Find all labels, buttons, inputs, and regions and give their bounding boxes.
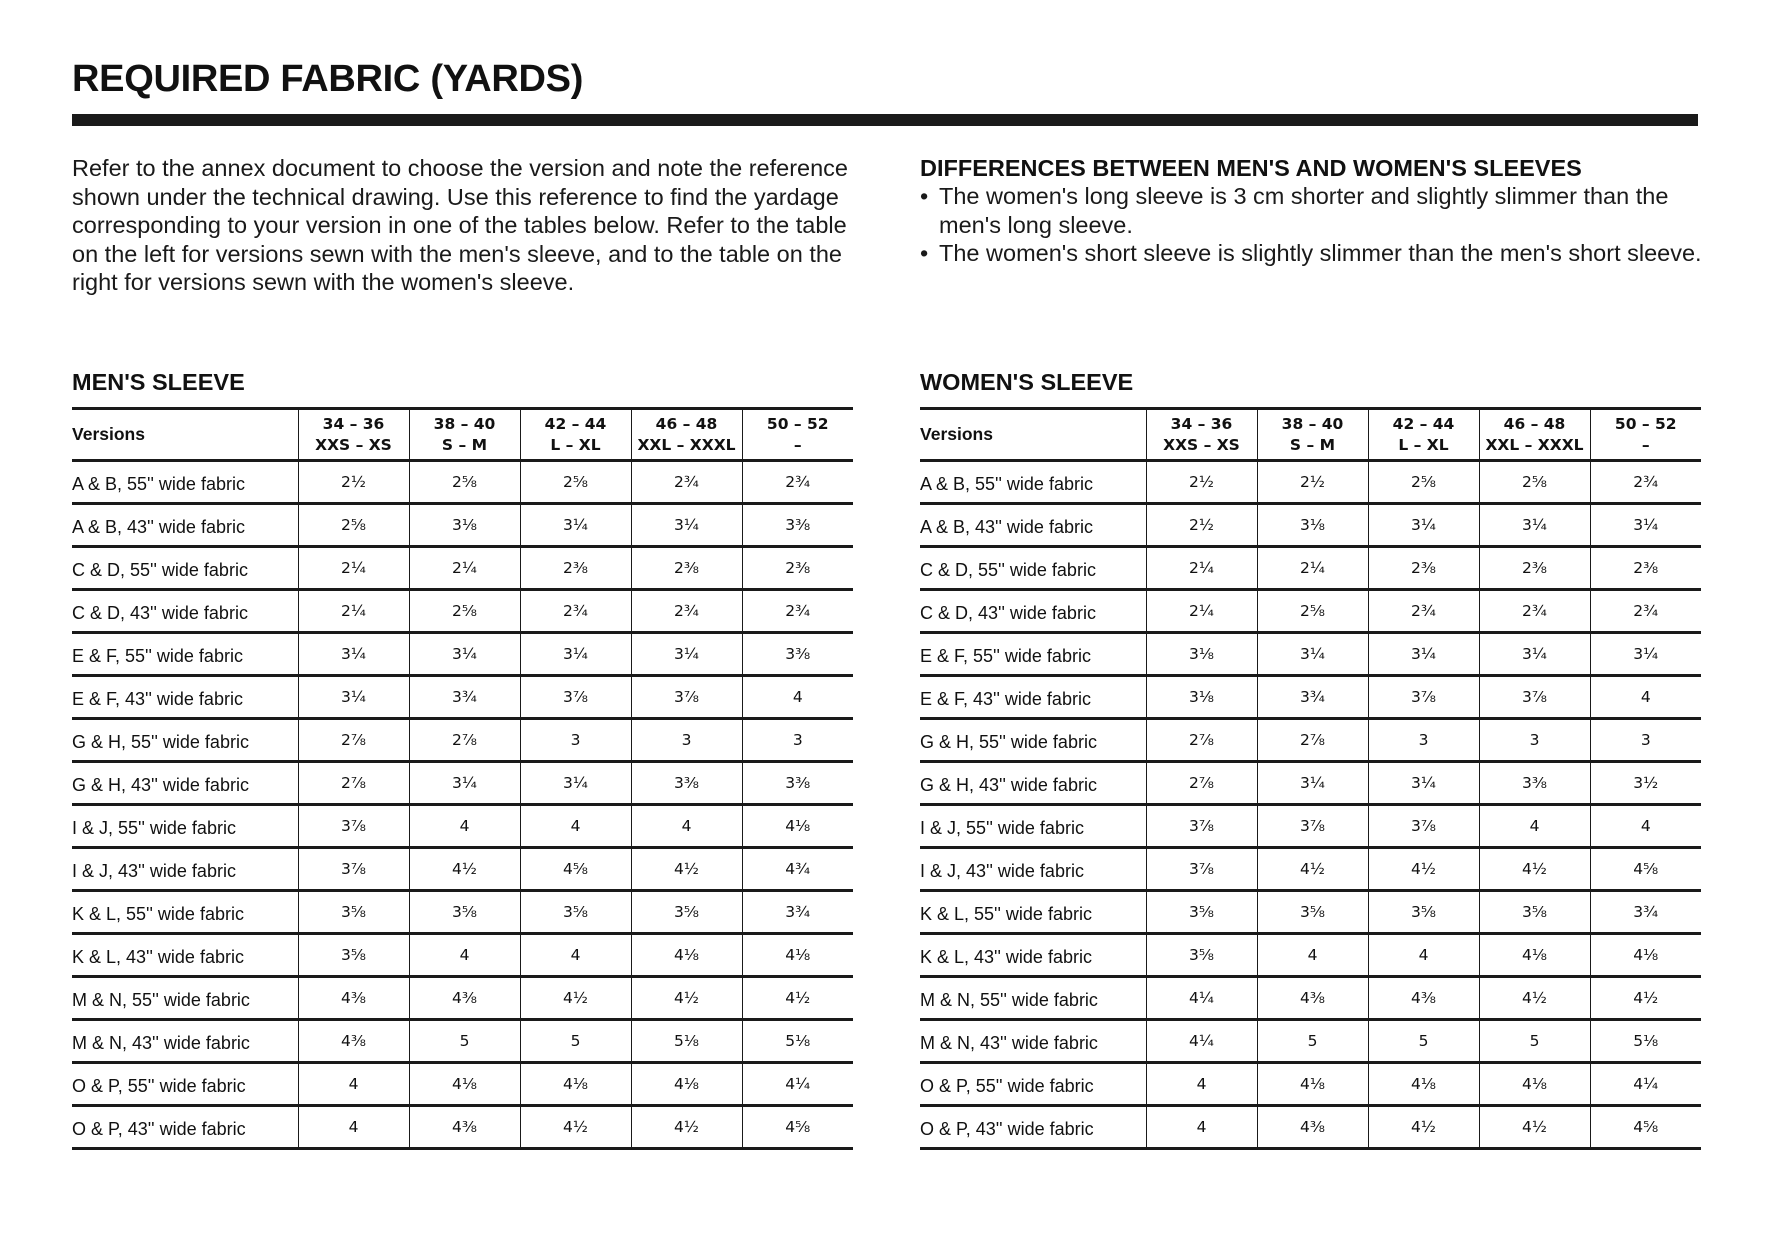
yardage-cell: 4½ [520, 1106, 631, 1149]
table-row [72, 633, 853, 676]
yardage-cell: 4⅝ [520, 848, 631, 891]
size-header [1479, 409, 1590, 461]
version-cell: O & P, 43'' wide fabric [72, 1106, 298, 1149]
yardage-cell: 3⅝ [1146, 891, 1257, 934]
yardage-cell: 4⅜ [298, 977, 409, 1020]
table-row [72, 676, 853, 719]
version-cell: C & D, 55'' wide fabric [920, 547, 1146, 590]
yardage-cell: 2¼ [298, 590, 409, 633]
size-header [742, 409, 853, 461]
table-row [72, 805, 853, 848]
yardage-cell: 3¾ [742, 891, 853, 934]
yardage-cell: 2⅞ [1146, 762, 1257, 805]
page-title: REQUIRED FABRIC (YARDS) [72, 58, 584, 100]
table-row [920, 719, 1701, 762]
yardage-cell: 2¾ [631, 590, 742, 633]
yardage-cell: 5⅛ [742, 1020, 853, 1063]
yardage-cell: 4 [1146, 1106, 1257, 1149]
table-row [72, 762, 853, 805]
yardage-cell: 3⅞ [1257, 805, 1368, 848]
yardage-cell: 3¼ [1368, 633, 1479, 676]
yardage-cell: 4½ [1479, 848, 1590, 891]
mens-sleeve-table [72, 407, 853, 1150]
yardage-cell: 5⅛ [631, 1020, 742, 1063]
version-cell: C & D, 55'' wide fabric [72, 547, 298, 590]
yardage-cell: 3⅝ [1368, 891, 1479, 934]
version-cell: G & H, 55'' wide fabric [72, 719, 298, 762]
yardage-cell: 3 [1479, 719, 1590, 762]
yardage-cell: 5 [409, 1020, 520, 1063]
yardage-cell: 4½ [1479, 1106, 1590, 1149]
yardage-cell: 4½ [742, 977, 853, 1020]
yardage-cell: 3⅞ [298, 848, 409, 891]
version-cell: C & D, 43'' wide fabric [920, 590, 1146, 633]
table-row [72, 547, 853, 590]
yardage-cell: 4 [1257, 934, 1368, 977]
yardage-cell: 2⅞ [1146, 719, 1257, 762]
version-cell: K & L, 43'' wide fabric [72, 934, 298, 977]
yardage-cell: 4⅜ [409, 1106, 520, 1149]
size-range: 50 – 52 [1614, 414, 1677, 433]
version-cell: I & J, 43'' wide fabric [72, 848, 298, 891]
yardage-cell: 2¾ [1479, 590, 1590, 633]
yardage-cell: 4⅝ [1590, 1106, 1701, 1149]
yardage-cell: 3¼ [409, 762, 520, 805]
yardage-cell: 4⅛ [1590, 934, 1701, 977]
yardage-cell: 3½ [1590, 762, 1701, 805]
header-row [72, 409, 853, 461]
size-range: 46 – 48 [655, 414, 718, 433]
yardage-cell: 4 [409, 805, 520, 848]
yardage-cell: 3⅝ [409, 891, 520, 934]
yardage-cell: 4 [742, 676, 853, 719]
yardage-cell: 4 [298, 1063, 409, 1106]
womens-sleeve-table [920, 407, 1701, 1150]
yardage-cell: 4⅜ [298, 1020, 409, 1063]
version-cell: A & B, 55'' wide fabric [72, 461, 298, 504]
size-range: 34 – 36 [1170, 414, 1233, 433]
size-label: S – M [441, 435, 488, 454]
yardage-cell: 2¼ [1146, 547, 1257, 590]
size-header [409, 409, 520, 461]
yardage-cell: 4½ [1368, 848, 1479, 891]
yardage-cell: 4 [1368, 934, 1479, 977]
version-cell: I & J, 55'' wide fabric [920, 805, 1146, 848]
yardage-cell: 3¼ [1590, 633, 1701, 676]
table-row [920, 633, 1701, 676]
version-cell: O & P, 55'' wide fabric [72, 1063, 298, 1106]
yardage-cell: 2¼ [1257, 547, 1368, 590]
yardage-cell: 3¼ [409, 633, 520, 676]
table-row [920, 547, 1701, 590]
yardage-cell: 2½ [298, 461, 409, 504]
yardage-cell: 4⅛ [631, 1063, 742, 1106]
yardage-cell: 3⅝ [1479, 891, 1590, 934]
version-cell: M & N, 55'' wide fabric [72, 977, 298, 1020]
version-cell: E & F, 43'' wide fabric [72, 676, 298, 719]
size-range: 50 – 52 [766, 414, 829, 433]
yardage-cell: 4½ [1479, 977, 1590, 1020]
yardage-cell: 2⅝ [520, 461, 631, 504]
yardage-cell: 4¼ [742, 1063, 853, 1106]
womens-sleeve-section [920, 368, 1701, 1150]
mens-sleeve-section [72, 368, 853, 1150]
yardage-cell: 2⅞ [298, 719, 409, 762]
version-cell: I & J, 43'' wide fabric [920, 848, 1146, 891]
yardage-cell: 2¾ [631, 461, 742, 504]
yardage-cell: 3¼ [520, 633, 631, 676]
yardage-cell: 3⅜ [742, 762, 853, 805]
yardage-cell: 3¼ [631, 504, 742, 547]
yardage-cell: 4½ [520, 977, 631, 1020]
yardage-cell: 4⅜ [1257, 977, 1368, 1020]
yardage-cell: 3⅞ [1368, 805, 1479, 848]
table-row [920, 934, 1701, 977]
size-label: XXS – XS [315, 435, 392, 454]
yardage-cell: 3⅜ [742, 633, 853, 676]
size-label: – [1641, 435, 1650, 454]
size-label: S – M [1289, 435, 1336, 454]
table-row [920, 676, 1701, 719]
yardage-cell: 3⅜ [1479, 762, 1590, 805]
table-row [920, 977, 1701, 1020]
differences-title: DIFFERENCES BETWEEN MEN'S AND WOMEN'S SLEEVES [920, 155, 1582, 181]
table-row [72, 719, 853, 762]
version-cell: G & H, 43'' wide fabric [920, 762, 1146, 805]
yardage-cell: 3¼ [520, 504, 631, 547]
yardage-cell: 4⅜ [1257, 1106, 1368, 1149]
yardage-cell: 4 [1590, 805, 1701, 848]
yardage-cell: 3 [742, 719, 853, 762]
yardage-cell: 3⅝ [1257, 891, 1368, 934]
yardage-cell: 2¾ [1590, 461, 1701, 504]
table-row [72, 461, 853, 504]
yardage-cell: 4 [520, 805, 631, 848]
title-rule [72, 114, 1698, 126]
table-row [920, 590, 1701, 633]
table-row [920, 1020, 1701, 1063]
yardage-cell: 3⅞ [520, 676, 631, 719]
yardage-cell: 3⅜ [742, 504, 853, 547]
version-cell: K & L, 43'' wide fabric [920, 934, 1146, 977]
header-row [920, 409, 1701, 461]
yardage-cell: 3 [631, 719, 742, 762]
version-cell: A & B, 43'' wide fabric [72, 504, 298, 547]
yardage-cell: 3 [1590, 719, 1701, 762]
yardage-cell: 2⅝ [1479, 461, 1590, 504]
table-row [920, 1106, 1701, 1149]
version-cell: E & F, 43'' wide fabric [920, 676, 1146, 719]
yardage-cell: 2½ [1146, 461, 1257, 504]
yardage-cell: 2¾ [1368, 590, 1479, 633]
version-cell: G & H, 55'' wide fabric [920, 719, 1146, 762]
size-range: 42 – 44 [1392, 414, 1455, 433]
version-cell: M & N, 43'' wide fabric [920, 1020, 1146, 1063]
yardage-cell: 4 [1146, 1063, 1257, 1106]
version-cell: K & L, 55'' wide fabric [72, 891, 298, 934]
yardage-cell: 3⅝ [298, 891, 409, 934]
version-cell: C & D, 43'' wide fabric [72, 590, 298, 633]
yardage-cell: 4⅛ [631, 934, 742, 977]
yardage-cell: 4⅝ [1590, 848, 1701, 891]
yardage-cell: 2⅝ [409, 461, 520, 504]
yardage-cell: 3¼ [520, 762, 631, 805]
size-label: XXS – XS [1163, 435, 1240, 454]
intro-paragraph: Refer to the annex document to choose the version and note the reference shown under the technical drawing. Use this reference to find the yardage corresponding to your version in one of the tables below. Refer to the table on the left for versions sewn with the men's sleeve, and to the table on the right for versions sewn with the women's sleeve. [72, 155, 849, 295]
table-row [920, 504, 1701, 547]
yardage-cell: 3¼ [1368, 762, 1479, 805]
yardage-cell: 2¾ [742, 590, 853, 633]
yardage-cell: 4⅛ [520, 1063, 631, 1106]
size-range: 46 – 48 [1503, 414, 1566, 433]
yardage-cell: 4⅛ [1479, 1063, 1590, 1106]
version-cell: A & B, 43'' wide fabric [920, 504, 1146, 547]
version-cell: E & F, 55'' wide fabric [72, 633, 298, 676]
yardage-cell: 3⅝ [1146, 934, 1257, 977]
yardage-cell: 3 [520, 719, 631, 762]
yardage-cell: 2⅜ [631, 547, 742, 590]
yardage-cell: 3⅛ [1257, 504, 1368, 547]
version-cell: E & F, 55'' wide fabric [920, 633, 1146, 676]
table-row [72, 848, 853, 891]
yardage-cell: 3¼ [1590, 504, 1701, 547]
yardage-cell: 4⅝ [742, 1106, 853, 1149]
yardage-cell: 3⅛ [409, 504, 520, 547]
yardage-cell: 4⅛ [742, 805, 853, 848]
yardage-cell: 3¾ [1590, 891, 1701, 934]
yardage-cell: 3¼ [1257, 762, 1368, 805]
yardage-cell: 3¼ [1257, 633, 1368, 676]
yardage-cell: 4¼ [1146, 1020, 1257, 1063]
yardage-cell: 4 [520, 934, 631, 977]
yardage-cell: 4¼ [1590, 1063, 1701, 1106]
yardage-cell: 3⅝ [298, 934, 409, 977]
yardage-cell: 4½ [631, 1106, 742, 1149]
yardage-cell: 3⅞ [1479, 676, 1590, 719]
yardage-cell: 4⅜ [409, 977, 520, 1020]
table-row [920, 461, 1701, 504]
yardage-cell: 3 [1368, 719, 1479, 762]
table-row [72, 1020, 853, 1063]
version-cell: G & H, 43'' wide fabric [72, 762, 298, 805]
yardage-cell: 4⅛ [742, 934, 853, 977]
version-cell: O & P, 43'' wide fabric [920, 1106, 1146, 1149]
yardage-cell: 4½ [409, 848, 520, 891]
yardage-cell: 4⅛ [1257, 1063, 1368, 1106]
yardage-cell: 2⅝ [409, 590, 520, 633]
size-range: 42 – 44 [544, 414, 607, 433]
yardage-cell: 3¾ [1257, 676, 1368, 719]
size-label: L – XL [550, 435, 601, 454]
table-row [920, 891, 1701, 934]
yardage-cell: 2⅜ [1479, 547, 1590, 590]
size-label: – [793, 435, 802, 454]
yardage-cell: 4 [1590, 676, 1701, 719]
yardage-cell: 4½ [631, 977, 742, 1020]
size-label: XXL – XXXL [1485, 435, 1584, 454]
mens-sleeve-title: MEN'S SLEEVE [72, 369, 245, 395]
table-row [72, 891, 853, 934]
yardage-cell: 2½ [1146, 504, 1257, 547]
yardage-cell: 4⅜ [1368, 977, 1479, 1020]
yardage-cell: 3¼ [298, 633, 409, 676]
version-cell: M & N, 55'' wide fabric [920, 977, 1146, 1020]
size-label: L – XL [1398, 435, 1449, 454]
yardage-cell: 3¼ [298, 676, 409, 719]
size-header [1590, 409, 1701, 461]
yardage-cell: 2⅞ [1257, 719, 1368, 762]
yardage-cell: 5⅛ [1590, 1020, 1701, 1063]
table-row [72, 504, 853, 547]
differences-list [920, 182, 1710, 268]
table-row [72, 1106, 853, 1149]
table-row [920, 848, 1701, 891]
table-row [920, 805, 1701, 848]
yardage-cell: 4½ [631, 848, 742, 891]
yardage-cell: 2¼ [298, 547, 409, 590]
yardage-cell: 3¼ [631, 633, 742, 676]
size-header [631, 409, 742, 461]
womens-sleeve-title: WOMEN'S SLEEVE [920, 369, 1134, 395]
size-range: 38 – 40 [1281, 414, 1344, 433]
yardage-cell: 2⅝ [1257, 590, 1368, 633]
yardage-cell: 2¼ [1146, 590, 1257, 633]
yardage-cell: 2¼ [409, 547, 520, 590]
size-header [298, 409, 409, 461]
versions-header: Versions [920, 409, 1146, 461]
yardage-cell: 4½ [1368, 1106, 1479, 1149]
difference-item-long-sleeve: • The women's long sleeve is 3 cm shorter and slightly slimmer than the men's long sleeve. [920, 182, 1710, 239]
table-row [920, 762, 1701, 805]
table-row [920, 1063, 1701, 1106]
yardage-cell: 2⅜ [1368, 547, 1479, 590]
size-header [1257, 409, 1368, 461]
yardage-cell: 2¾ [742, 461, 853, 504]
yardage-cell: 3⅝ [631, 891, 742, 934]
yardage-cell: 5 [1257, 1020, 1368, 1063]
yardage-cell: 3¼ [1368, 504, 1479, 547]
difference-item-short-sleeve: • The women's short sleeve is slightly slimmer than the men's short sleeve. [920, 239, 1710, 268]
yardage-cell: 3¾ [409, 676, 520, 719]
size-header [1146, 409, 1257, 461]
yardage-cell: 2⅜ [520, 547, 631, 590]
yardage-cell: 4 [1479, 805, 1590, 848]
yardage-cell: 3⅞ [1146, 805, 1257, 848]
version-cell: K & L, 55'' wide fabric [920, 891, 1146, 934]
yardage-cell: 3⅛ [1146, 676, 1257, 719]
yardage-cell: 4¼ [1146, 977, 1257, 1020]
yardage-cell: 4½ [1257, 848, 1368, 891]
version-cell: M & N, 43'' wide fabric [72, 1020, 298, 1063]
yardage-cell: 2⅞ [298, 762, 409, 805]
yardage-cell: 5 [520, 1020, 631, 1063]
yardage-cell: 2⅜ [1590, 547, 1701, 590]
table-row [72, 977, 853, 1020]
table-row [72, 590, 853, 633]
size-label: XXL – XXXL [637, 435, 736, 454]
yardage-cell: 2⅞ [409, 719, 520, 762]
size-header [1368, 409, 1479, 461]
yardage-cell: 4⅛ [409, 1063, 520, 1106]
version-cell: A & B, 55'' wide fabric [920, 461, 1146, 504]
yardage-cell: 3⅜ [631, 762, 742, 805]
yardage-cell: 2⅝ [1368, 461, 1479, 504]
yardage-cell: 3⅞ [1146, 848, 1257, 891]
yardage-cell: 3⅝ [520, 891, 631, 934]
yardage-cell: 3¼ [1479, 504, 1590, 547]
yardage-cell: 4 [631, 805, 742, 848]
yardage-cell: 2¾ [520, 590, 631, 633]
versions-header: Versions [72, 409, 298, 461]
yardage-cell: 4 [409, 934, 520, 977]
yardage-cell: 4⅛ [1368, 1063, 1479, 1106]
yardage-cell: 4 [298, 1106, 409, 1149]
size-range: 38 – 40 [433, 414, 496, 433]
yardage-cell: 3⅞ [298, 805, 409, 848]
yardage-cell: 3⅞ [1368, 676, 1479, 719]
version-cell: O & P, 55'' wide fabric [920, 1063, 1146, 1106]
size-header [520, 409, 631, 461]
yardage-cell: 2½ [1257, 461, 1368, 504]
size-range: 34 – 36 [322, 414, 385, 433]
yardage-cell: 3⅛ [1146, 633, 1257, 676]
yardage-cell: 3¼ [1479, 633, 1590, 676]
version-cell: I & J, 55'' wide fabric [72, 805, 298, 848]
yardage-cell: 4¾ [742, 848, 853, 891]
yardage-cell: 4½ [1590, 977, 1701, 1020]
yardage-cell: 2⅝ [298, 504, 409, 547]
yardage-cell: 5 [1479, 1020, 1590, 1063]
yardage-cell: 2⅜ [742, 547, 853, 590]
sleeve-differences [920, 154, 1710, 268]
yardage-cell: 4⅛ [1479, 934, 1590, 977]
table-row [72, 934, 853, 977]
yardage-cell: 2¾ [1590, 590, 1701, 633]
yardage-cell: 5 [1368, 1020, 1479, 1063]
table-row [72, 1063, 853, 1106]
yardage-cell: 3⅞ [631, 676, 742, 719]
